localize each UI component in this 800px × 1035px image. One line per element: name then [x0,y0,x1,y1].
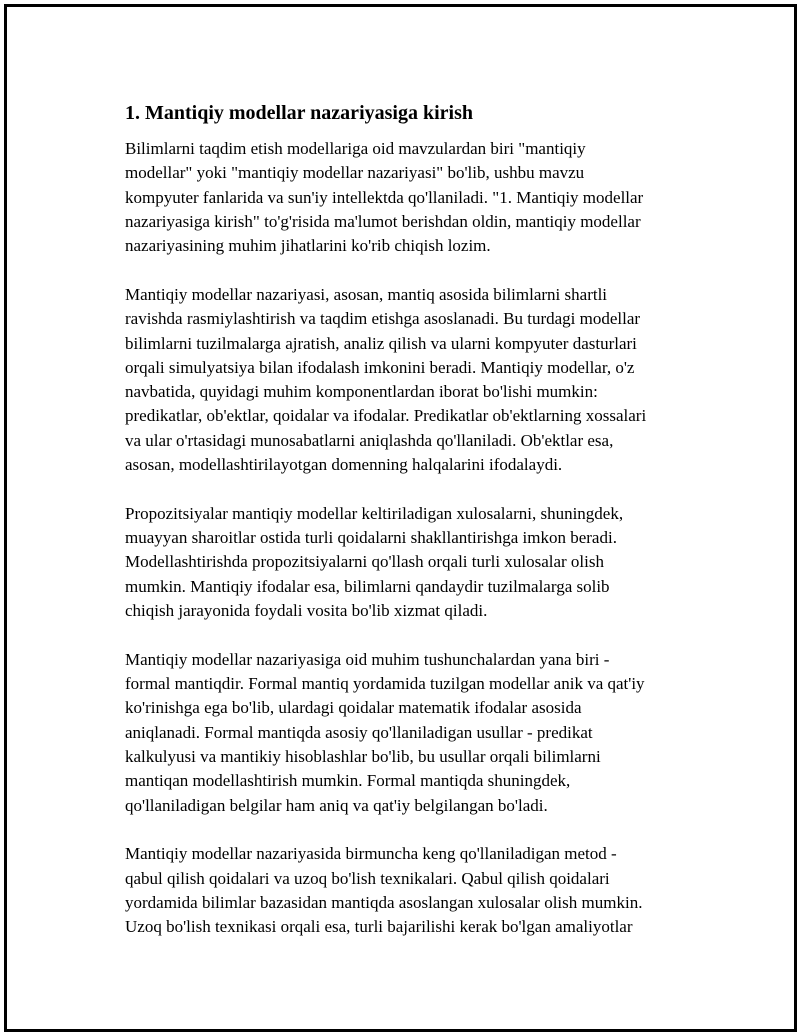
text-line: Mantiqiy modellar nazariyasiga oid muhim tushunchalardan yana biri - [125,649,610,669]
text-line: predikatlar, ob'ektlar, qoidalar va ifodalar. Predikatlar ob'ektlarning xossalari [125,406,647,426]
text-line: kalkulyusi va mantikiy hisoblashlar bo'lib, bu usullar orqali bilimlarni [125,747,601,767]
text-line: nazariyasining muhim jihatlarini ko'rib chiqish lozim. [125,236,491,256]
paragraph-2 [125,283,697,477]
text-line: asosan, modellashtirilayotgan domenning halqalarini ifodalaydi. [125,455,563,475]
text-line: mumkin. Mantiqiy ifodalar esa, bilimlarni qandaydir tuzilmalarga solib [125,576,610,596]
text-line: chiqish jarayonida foydali vosita bo'lib xizmat qiladi. [125,601,488,621]
text-line: navbatida, quyidagi muhim komponentlardan iborat bo'lishi mumkin: [125,382,598,402]
document-title: 1. Mantiqiy modellar nazariyasiga kirish [125,102,473,124]
text-line: Mantiqiy modellar nazariyasi, asosan, mantiq asosida bilimlarni shartli [125,284,608,304]
text-line: Bilimlarni taqdim etish modellariga oid mavzulardan biri "mantiqiy [125,139,586,158]
text-line: ravishda rasmiylashtirish va taqdim etishga asoslanadi. Bu turdagi modellar [125,309,641,329]
text-line: va ular o'rtasidagi munosabatlarni aniqlashda qo'llaniladi. Ob'ektlar esa, [125,430,614,450]
text-line: qabul qilish qoidalari va uzoq bo'lish texnikalari. Qabul qilish qoidalari [125,868,610,888]
text-line: bilimlarni tuzilmalarga ajratish, analiz qilish va ularni kompyuter dasturlari [125,333,637,353]
text-line: yordamida bilimlar bazasidan mantiqda asoslangan xulosalar olish mumkin. [125,893,643,913]
text-line: orqali simulyatsiya bilan ifodalash imkonini beradi. Mantiqiy modellar, o'z [125,357,635,377]
paragraph-4 [125,648,697,818]
text-line: muayyan sharoitlar ostida turli qoidalarni shakllantirishga imkon beradi. [125,528,617,548]
paragraph-5 [125,842,697,939]
text-line: Uzoq bo'lish texnikasi orqali esa, turli bajarilishi kerak bo'lgan amaliyotlar [125,917,633,937]
document-body [125,99,697,964]
text-line: nazariyasiga kirish" to'g'risida ma'lumot berishdan oldin, mantiqiy modellar [125,211,641,231]
text-line: modellar" yoki "mantiqiy modellar nazariyasi" bo'lib, ushbu mavzu [125,163,585,183]
text-line: formal mantiqdir. Formal mantiq yordamida tuzilgan modellar anik va qat'iy [125,674,645,694]
text-line: kompyuter fanlarida va sun'iy intellektda qo'llaniladi. "1. Mantiqiy modellar [125,187,644,207]
text-line: qo'llaniladigan belgilar ham aniq va qat'iy belgilangan bo'ladi. [125,795,548,815]
page-frame [4,4,797,1032]
paragraph-1 [125,137,697,258]
text-line: aniqlanadi. Formal mantiqda asosiy qo'llaniladigan usullar - predikat [125,722,593,742]
text-line: Mantiqiy modellar nazariyasida birmuncha keng qo'llaniladigan metod - [125,844,617,864]
text-line: ko'rinishga ega bo'lib, ulardagi qoidalar matematik ifodalar asosida [125,698,582,718]
text-line: Propozitsiyalar mantiqiy modellar keltiriladigan xulosalarni, shuningdek, [125,503,624,523]
text-line: mantiqan modellashtirish mumkin. Formal mantiqda shuningdek, [125,771,571,791]
text-line: Modellashtirishda propozitsiyalarni qo'llash orqali turli xulosalar olish [125,552,604,572]
paragraph-3 [125,502,697,623]
